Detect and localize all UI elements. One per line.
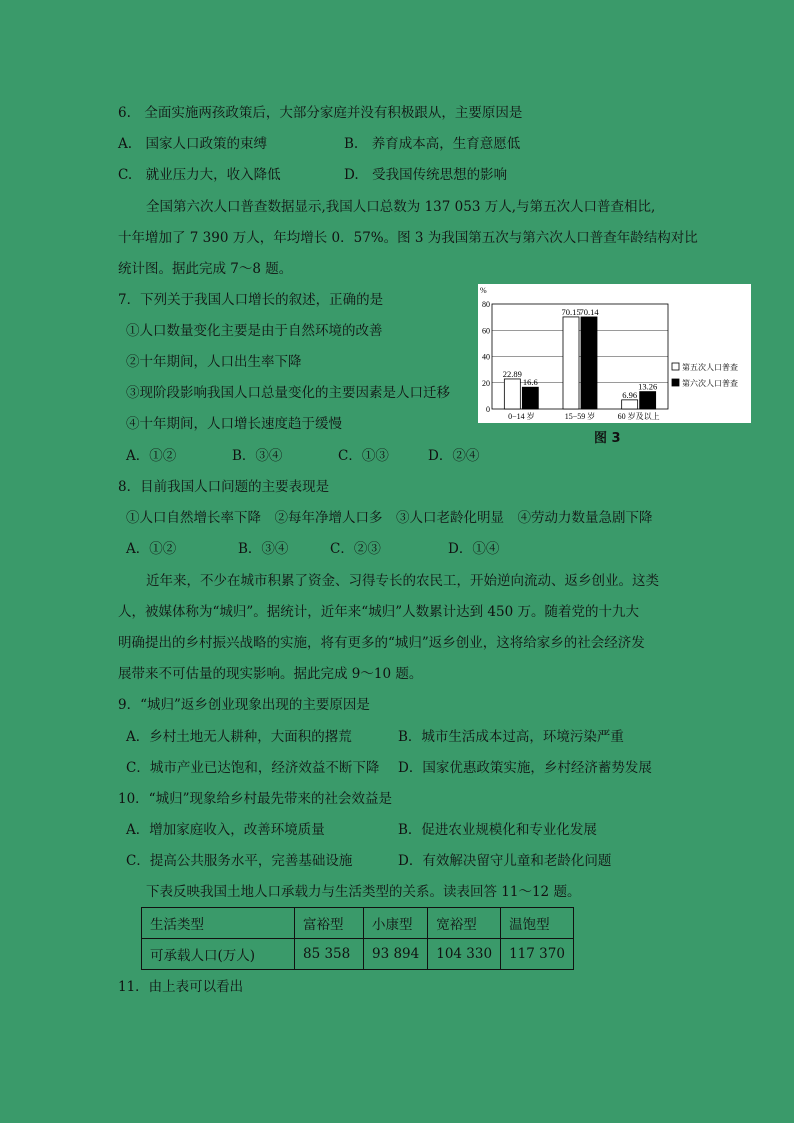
q7-item-3: ③现阶段影响我国人口总量变化的主要因素是人口迁移 xyxy=(126,385,450,401)
data-label: 6.96 xyxy=(622,389,638,400)
intro2-line2: 人，被媒体称为“城归”。据统计，近年来“城归”人数累计达到 450 万。随着党的十九大 xyxy=(118,604,639,620)
table-cell: 117 370 xyxy=(501,939,574,970)
intro2-line4: 展带来不可估量的现实影响。据此完成 9～10 题。 xyxy=(118,666,423,682)
x-tick-label: 15−59 岁 xyxy=(564,412,596,421)
table-row xyxy=(142,939,574,970)
intro1-line1: 全国第六次人口普查数据显示,我国人口总数为 137 053 万人,与第五次人口普查相比, xyxy=(146,199,656,215)
table-cell: 可承载人口(万人) xyxy=(142,939,295,970)
age-structure-chart xyxy=(478,284,751,423)
q6-option-c: C. 就业压力大，收入降低 xyxy=(118,167,281,183)
legend-label: 第五次人口普查 xyxy=(682,363,738,372)
q8-stem: 8．目前我国人口问题的主要表现是 xyxy=(118,479,330,495)
q11-stem: 11．由上表可以看出 xyxy=(118,979,244,995)
q10-option-d: D．有效解决留守儿童和老龄化问题 xyxy=(398,853,612,869)
q9-option-c: C．城市产业已达饱和，经济效益不断下降 xyxy=(126,760,380,776)
y-tick-label: 0 xyxy=(486,405,490,414)
intro2-line1: 近年来，不少在城市积累了资金、习得专长的农民工，开始逆向流动、返乡创业。这类 xyxy=(146,573,659,589)
data-label: 16.6 xyxy=(522,377,538,388)
q10-stem: 10．“城归”现象给乡村最先带来的社会效益是 xyxy=(118,791,392,807)
intro3: 下表反映我国土地人口承载力与生活类型的关系。读表回答 11～12 题。 xyxy=(146,884,581,900)
q10-option-c: C．提高公共服务水平，完善基础设施 xyxy=(126,853,353,869)
bar-sixth-census xyxy=(581,317,597,409)
table-cell: 93 894 xyxy=(364,939,428,970)
table-header-cell: 小康型 xyxy=(364,908,428,939)
table-header-cell: 宽裕型 xyxy=(428,908,501,939)
y-tick-label: 80 xyxy=(482,300,490,309)
q7-item-4: ④十年期间，人口增长速度趋于缓慢 xyxy=(126,416,342,432)
y-tick-label: 40 xyxy=(482,352,490,362)
q6-option-d: D. 受我国传统思想的影响 xyxy=(344,167,508,183)
table-header-cell: 富裕型 xyxy=(295,908,364,939)
table-cell: 104 330 xyxy=(428,939,501,970)
y-axis-unit: % xyxy=(480,286,487,295)
data-label: 70.14 xyxy=(579,306,599,317)
bar-fifth-census xyxy=(504,379,520,409)
q6-stem: 6. 全面实施两孩政策后，大部分家庭并没有积极跟从，主要原因是 xyxy=(118,105,523,121)
q8-option-d: D．①④ xyxy=(448,541,500,557)
data-label: 70.15 xyxy=(561,306,581,317)
bar-fifth-census xyxy=(622,400,638,409)
q7-item-2: ②十年期间，人口出生率下降 xyxy=(126,354,302,370)
q7-stem: 7．下列关于我国人口增长的叙述，正确的是 xyxy=(118,292,384,308)
intro2-line3: 明确提出的乡村振兴战略的实施，将有更多的“城归”返乡创业，这将给家乡的社会经济发 xyxy=(118,635,645,651)
carrying-capacity-table xyxy=(141,907,574,970)
q8-option-c: C．②③ xyxy=(330,541,381,557)
q9-option-d: D．国家优惠政策实施，乡村经济蓄势发展 xyxy=(398,760,652,776)
q9-option-a: A．乡村土地无人耕种，大面积的撂荒 xyxy=(126,729,352,745)
q7-option-d: D．②④ xyxy=(428,448,480,464)
q9-stem: 9．“城归”返乡创业现象出现的主要原因是 xyxy=(118,697,370,713)
q6-option-b: B. 养育成本高，生育意愿低 xyxy=(344,136,521,152)
legend-label: 第六次人口普查 xyxy=(682,379,738,388)
intro1-line3: 统计图。据此完成 7～8 题。 xyxy=(118,261,293,277)
q10-option-a: A．增加家庭收入，改善环境质量 xyxy=(126,822,325,838)
figure-caption: 图 3 xyxy=(594,431,621,446)
x-tick-label: 60 岁及以上 xyxy=(617,412,660,421)
table-header-cell: 生活类型 xyxy=(142,908,295,939)
q7-option-a: A．①② xyxy=(126,448,177,464)
q8-option-b: B．③④ xyxy=(238,541,289,557)
bar-sixth-census xyxy=(640,392,656,409)
x-tick-label: 0−14 岁 xyxy=(508,412,535,421)
y-tick-label: 20 xyxy=(482,378,490,388)
legend-swatch xyxy=(672,363,679,370)
bar-sixth-census xyxy=(522,387,538,409)
data-label: 22.89 xyxy=(502,368,522,379)
y-tick-label: 60 xyxy=(482,326,490,336)
chart-svg xyxy=(478,284,751,423)
table-cell: 85 358 xyxy=(295,939,364,970)
q7-option-b: B．③④ xyxy=(232,448,283,464)
q6-option-a: A. 国家人口政策的束缚 xyxy=(118,136,268,152)
q7-option-c: C．①③ xyxy=(338,448,389,464)
q7-item-1: ①人口数量变化主要是由于自然环境的改善 xyxy=(126,323,383,339)
intro1-line2: 十年增加了 7 390 万人，年均增长 0．57%。图 3 为我国第五次与第六次人口普查年龄结构对比 xyxy=(118,230,698,246)
table-header-cell: 温饱型 xyxy=(501,908,574,939)
q9-option-b: B．城市生活成本过高，环境污染严重 xyxy=(398,729,624,745)
bar-fifth-census xyxy=(563,317,579,409)
data-label: 13.26 xyxy=(638,381,658,392)
legend-swatch xyxy=(672,379,679,386)
q8-items: ①人口自然增长率下降 ②每年净增人口多 ③人口老龄化明显 ④劳动力数量急剧下降 xyxy=(126,510,653,526)
table-header-row xyxy=(142,908,574,939)
q10-option-b: B．促进农业规模化和专业化发展 xyxy=(398,822,597,838)
q8-option-a: A．①② xyxy=(126,541,177,557)
